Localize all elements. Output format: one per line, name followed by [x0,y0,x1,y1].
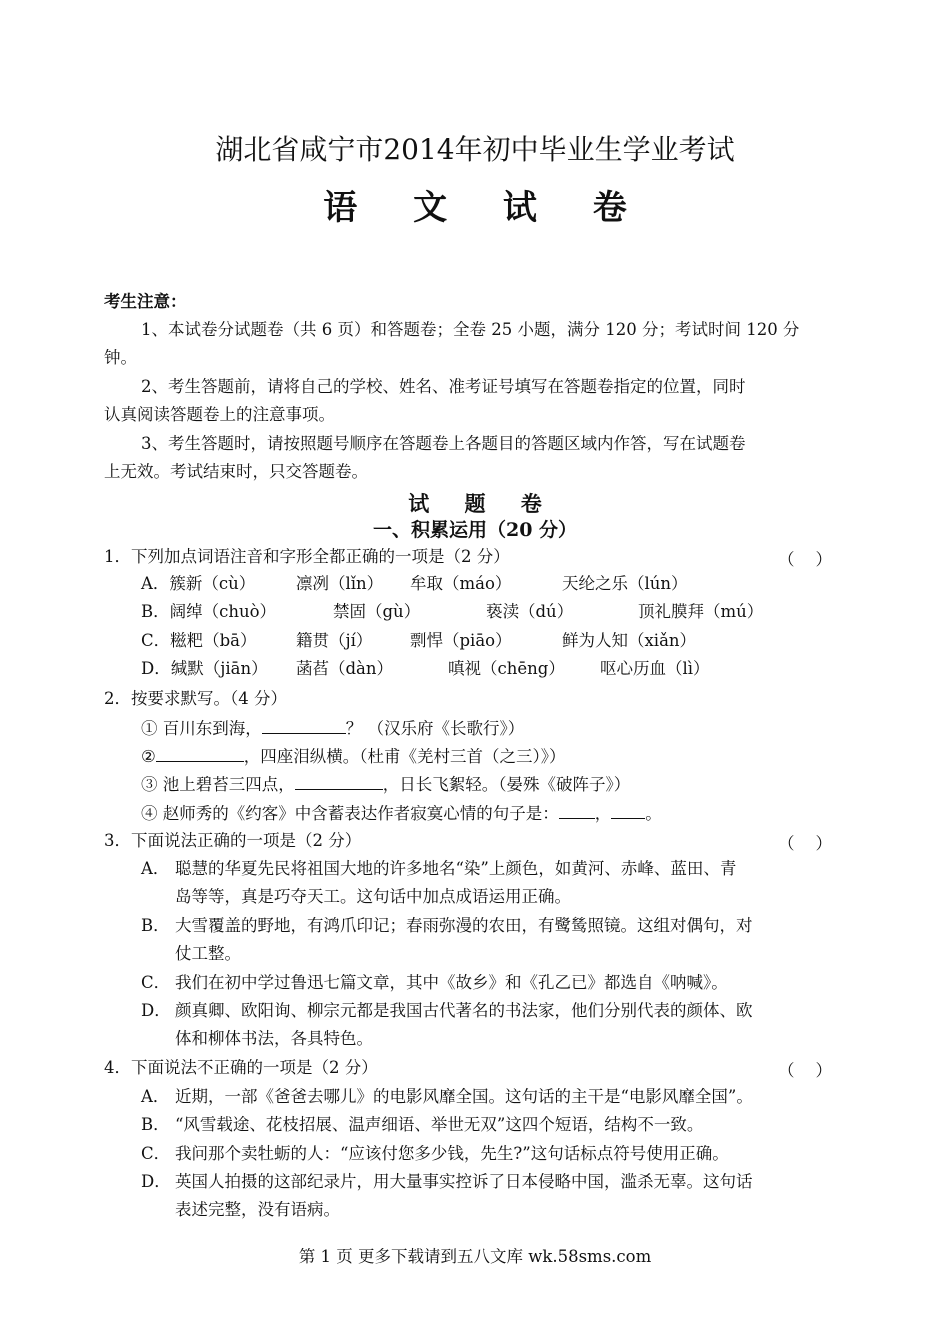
q2-line-3: ③ 池上碧苔三四点， ，日长飞絮轻。（晏殊《破阵子》） [141,772,630,796]
q4-a-label: A． [141,1087,170,1106]
q1-stem: 1．下列加点词语注音和字形全都正确的一项是（2 分） [104,547,510,566]
q1-a-1: A．簇新（cù） [141,574,256,593]
q3-d-line-1: 颜真卿、欧阳询、柳宗元都是我国古代著名的书法家，他们分别代表的颜体、欧 [175,1001,753,1020]
blank [295,772,383,790]
q4-d-line-2: 表述完整，没有语病。 [175,1200,340,1219]
q4-d-line-1: 英国人拍摄的这部纪录片，用大量事实控诉了日本侵略中国，滥杀无辜。这句话 [175,1172,753,1191]
q4-a-line-1: 近期，一部《爸爸去哪儿》的电影风靡全国。这句话的主干是“电影风靡全国”。 [175,1087,753,1106]
q3-a-line-2: 岛等等，真是巧夺天工。这句话中加点成语运用正确。 [175,887,571,906]
notice-item-2-line-2: 认真阅读答题卷上的注意事项。 [104,405,335,424]
q4-c-line-1: 我问那个卖牡蛎的人：“应该付您多少钱，先生?”这句话标点符号使用正确。 [175,1144,729,1163]
q2-stem: 2．按要求默写。（4 分） [104,689,287,708]
q2-line-1: ① 百川东到海， ？ （汉乐府《长歌行》） [141,716,524,740]
q1-a-2: 凛冽（lǐn） [296,574,384,593]
page-footer: 第 1 页 更多下载请到五八文库 wk.58sms.com [298,1247,652,1266]
q1-d-2: 菡萏（dàn） [296,659,394,678]
q3-b-line-2: 仗工整。 [175,944,241,963]
q1-b-1: B．阔绰（chuò） [141,602,277,621]
q4-b-label: B． [141,1115,170,1134]
q4-stem: 4．下面说法不正确的一项是（2 分） [104,1058,378,1077]
q4-answer-paren: （ ） [778,1061,832,1080]
q1-a-4: 天纶之乐（lún） [562,574,688,593]
q3-answer-paren: （ ） [778,834,832,853]
q1-c-4: 鲜为人知（xiǎn） [562,631,697,650]
q1-c-1: C．糍粑（bā） [141,631,257,650]
part-title: 一、积累运用（20 分） [372,519,578,541]
q3-b-line-1: 大雪覆盖的野地，有鸿爪印记；春雨弥漫的农田，有鹭鸶照镜。这组对偶句，对 [175,916,753,935]
q1-d-4: 呕心历血（lì） [600,659,710,678]
q1-a-3: 牟取（máo） [410,574,512,593]
notice-item-1-line-2: 钟。 [104,348,137,367]
section-title: 试 题 卷 [408,491,556,516]
notice-item-3-line-1: 3、考生答题时，请按照题号顺序在答题卷上各题目的答题区域内作答，写在试题卷 [141,434,746,453]
q4-d-label: D． [141,1172,171,1191]
blank [262,716,346,734]
q2-line-4: ④ 赵师秀的《约客》中含蓄表达作者寂寞心情的句子是： ， 。 [141,801,662,825]
blank [559,801,595,819]
notice-item-1-line-1: 1、本试卷分试题卷（共 6 页）和答题卷；全卷 25 小题，满分 120 分；考试时间 120 分 [141,320,800,339]
q1-answer-paren: （ ） [778,550,832,569]
exam-subtitle: 语 文 试 卷 [323,188,649,228]
notice-heading: 考生注意： [104,292,187,311]
q1-b-3: 亵渎（dú） [486,602,574,621]
q3-d-line-2: 体和柳体书法，各具特色。 [175,1029,373,1048]
q1-b-2: 禁固（gù） [333,602,421,621]
notice-item-3-line-2: 上无效。考试结束时，只交答题卷。 [104,462,368,481]
q1-c-2: 籍贯（jí） [296,631,373,650]
q4-b-line-1: “风雪载途、花枝招展、温声细语、举世无双”这四个短语，结构不一致。 [175,1115,704,1134]
q3-c-label: C． [141,973,171,992]
blank [156,744,244,762]
q1-d-1: D．缄默（jiān） [141,659,268,678]
blank [611,801,645,819]
q3-a-line-1: 聪慧的华夏先民将祖国大地的许多地名“染”上颜色，如黄河、赤峰、蓝田、青 [175,859,737,878]
q1-b-4: 顶礼膜拜（mú） [638,602,764,621]
q1-d-3: 嗔视（chēng） [448,659,565,678]
q3-stem: 3．下面说法正确的一项是（2 分） [104,831,362,850]
q3-a-label: A． [141,859,170,878]
q2-line-2: ② ，四座泪纵横。（杜甫《羌村三首（之三）》） [141,744,566,768]
q3-b-label: B． [141,916,170,935]
q4-c-label: C． [141,1144,171,1163]
q3-d-label: D． [141,1001,171,1020]
exam-title: 湖北省咸宁市2014年初中毕业生学业考试 [215,133,735,166]
q1-c-3: 剽悍（piāo） [410,631,512,650]
q3-c-line-1: 我们在初中学过鲁迅七篇文章，其中《故乡》和《孔乙已》都选自《呐喊》。 [175,973,728,992]
notice-item-2-line-1: 2、考生答题前，请将自己的学校、姓名、准考证号填写在答题卷指定的位置，同时 [141,377,746,396]
